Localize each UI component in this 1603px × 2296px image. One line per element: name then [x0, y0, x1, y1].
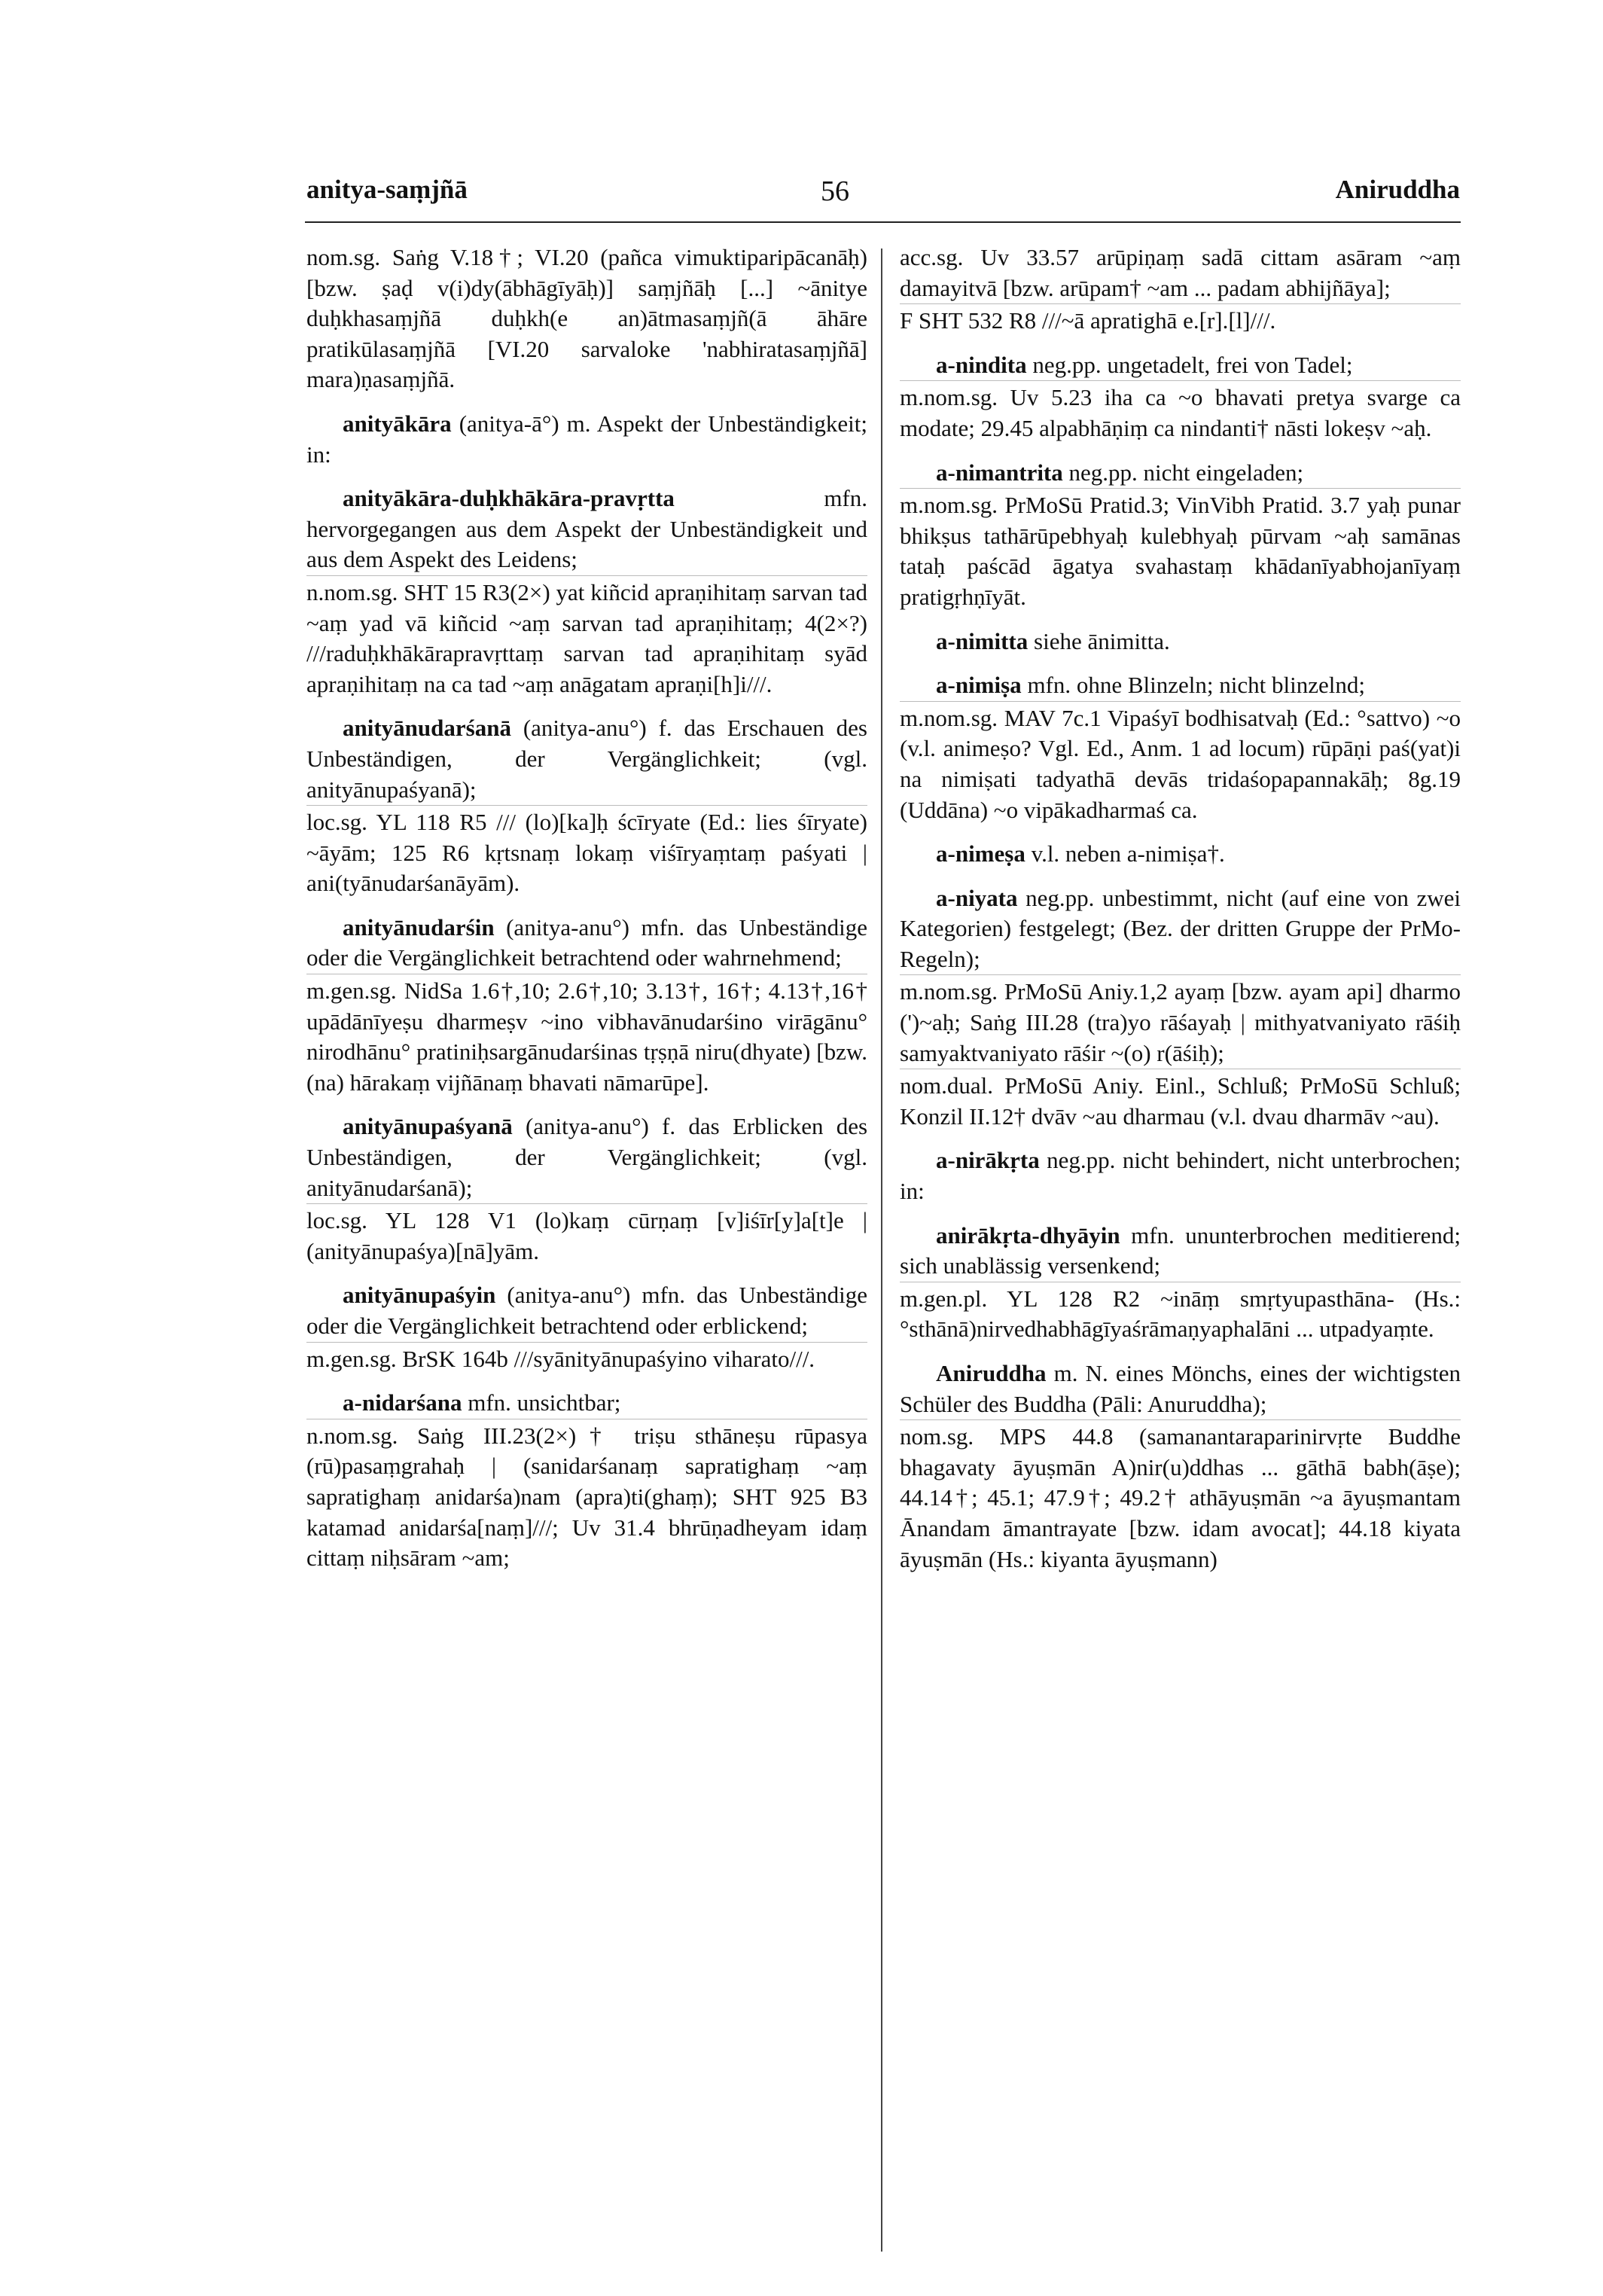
entry-headword: a-nirākṛta [936, 1147, 1040, 1174]
entry-definition [900, 458, 1461, 489]
entry-text: nom.sg. MPS 44.8 (samanantaraparinirvṛte Buddhe bhagavaty āyuṣmān A)nir(u)ddhas ... gāthā babh(āṣe); 44.14†; 45.1; 47.9†; 49.2† athāyuṣmān ~a āyuṣmantam Ānandam āmantrayate [bzw. idam avocat]; 44.18 kiyata āyuṣmān (Hs.: kiyanta āyuṣmann) [900, 1423, 1461, 1572]
entry-definition [900, 1358, 1461, 1419]
entry-headword: anityānupaśyanā [343, 1113, 513, 1140]
entry-headword: anityānudarśanā [343, 715, 511, 742]
left-column [306, 242, 867, 1587]
dictionary-entry [900, 1221, 1461, 1345]
entry-definition [306, 1111, 867, 1203]
entry-text: F SHT 532 R8 ///~ā apratighā e.[r].[l]///. [900, 307, 1276, 334]
entry-headword: anityākāra-duḥkhākāra-pravṛtta [343, 485, 675, 512]
entry-definition [306, 1280, 867, 1341]
dictionary-entry [900, 242, 1461, 337]
entry-headword: a-nimantrita [936, 459, 1063, 486]
entry-definition [306, 483, 867, 575]
entry-headword: a-nimiṣa [936, 672, 1022, 699]
entry-definition [900, 670, 1461, 701]
entry-definition [900, 883, 1461, 975]
entry-definition [900, 1145, 1461, 1206]
entry-text: mfn. unsichtbar; [468, 1389, 621, 1416]
entry-text: neg.pp. ungetadelt, frei von Tadel; [1032, 351, 1353, 378]
entry-text: loc.sg. YL 128 V1 (lo)kaṃ cūrṇaṃ [v]iśīr[y]a[t]e | (anityānupaśya)[nā]yām. [306, 1207, 867, 1264]
entry-citation [900, 974, 1461, 1069]
entry-definition [306, 913, 867, 974]
running-head-left: anitya-saṃjñā [306, 175, 468, 204]
entry-definition [900, 627, 1461, 657]
entry-text: loc.sg. YL 118 R5 /// (lo)[ka]ḥ ścīryate (Ed.: lies śīryate) ~āyām; 125 R6 kṛtsnaṃ lokaṃ viśīryaṃtaṃ paśyati | ani(tyānudarśanāyām). [306, 809, 867, 897]
dictionary-entry [306, 913, 867, 1099]
dictionary-entry [306, 242, 867, 395]
entry-headword: anirākṛta-dhyāyin [936, 1221, 1120, 1249]
entry-citation [306, 974, 867, 1098]
entry-headword: anityānudarśin [343, 913, 495, 941]
entry-definition [306, 242, 867, 395]
entry-text: siehe ānimitta. [1034, 627, 1170, 654]
dictionary-entry [306, 483, 867, 700]
dictionary-entry [900, 670, 1461, 825]
entry-text: m.nom.sg. MAV 7c.1 Vipaśyī bodhisatvaḥ (Ed.: °sattvo) ~o (v.l. animeṣo? Vgl. Ed., Anm. 1 ad locum) rūpāṇi paś(yat)i na nimiṣati tadyathā devās tridaśopapannakāḥ; 8g.19 (Uddāna) ~o vipākadharmaś ca. [900, 704, 1461, 823]
page-number: 56 [821, 175, 849, 207]
dictionary-entry [900, 350, 1461, 444]
entry-definition [306, 713, 867, 805]
dictionary-entry [900, 1145, 1461, 1206]
entry-text: nom.sg. Saṅg V.18†; VI.20 (pañca vimuktiparipācanāḥ) [bzw. ṣaḍ v(i)dy(ābhāgīyāḥ)] saṃjñāḥ [...] ~ānitye duḥkhasaṃjñā duḥkh(e an)ātmasaṃjñ(ā āhāre pratikūlasaṃjñā [VI.20 sarvaloke 'nabhiratasaṃjñā] mara)ṇasaṃjñā. [306, 244, 867, 393]
entry-text: (anitya-anu°) f. das Erblicken des Unbeständigen, der Vergänglichkeit; (vgl. anityānudarśanā); [306, 1113, 868, 1201]
entry-text: m.nom.sg. Uv 5.23 iha ca ~o bhavati pretya svarge ca modate; 29.45 alpabhāṇiṃ ca nindanti† nāsti lokeṣv ~aḥ. [900, 384, 1461, 441]
dictionary-entry [900, 458, 1461, 613]
dictionary-entry [900, 839, 1461, 870]
entry-citation [306, 805, 867, 899]
entry-definition [900, 350, 1461, 381]
dictionary-entry [900, 627, 1461, 657]
entry-definition [900, 242, 1461, 303]
entry-text: m.gen.sg. NidSa 1.6†,10; 2.6†,10; 3.13†, 16†; 4.13†,16† upādānīyeṣu dharmeṣv ~ino vibhavānudarśino virāgānu° nirodhānu° pratiniḥsargānudarśinas tṛṣṇā niru(dhyate) [bzw. (na) hārakaṃ vijñānaṃ bhavati nāmarūpe]. [306, 977, 867, 1096]
dictionary-entry [306, 1111, 867, 1267]
column-divider [881, 249, 882, 2252]
entry-citation [306, 1342, 867, 1375]
entry-headword: anityānupaśyin [343, 1282, 496, 1309]
entry-citation [306, 1419, 867, 1574]
entry-text: n.nom.sg. SHT 15 R3(2×) yat kiñcid apraṇihitaṃ sarvan tad ~aṃ yad vā kiñcid ~aṃ sarvan tad apraṇihitaṃ; 4(2×?) ///raduḥkhākārapravṛttaṃ sarvan tad apraṇihitaṃ syād apraṇihitaṃ na ca tad ~aṃ anāgatam apraṇi[h]i///. [306, 578, 867, 697]
entry-text: neg.pp. nicht eingeladen; [1068, 459, 1304, 486]
entry-citation [900, 488, 1461, 612]
entry-text: m.gen.sg. BrSK 164b ///syānityānupaśyino viharato///. [306, 1345, 815, 1372]
entry-headword: a-niyata [936, 884, 1018, 911]
entry-citation [900, 380, 1461, 444]
entry-definition [900, 839, 1461, 870]
dictionary-entry [306, 713, 867, 899]
entry-text: mfn. ohne Blinzeln; nicht blinzelnd; [1027, 672, 1365, 699]
entry-definition [306, 1388, 867, 1419]
entry-text: (anitya-anu°) f. das Erschauen des Unbeständigen, der Vergänglichkeit; (vgl. anityānupaśyanā); [306, 715, 867, 803]
entry-text: n.nom.sg. Saṅg III.23(2×)† triṣu sthāneṣu rūpasya (rū)pasaṃgrahaḥ | (sanidarśanaṃ sapratighaṃ ~aṃ sapratighaṃ anidarśa)nam (apra)ti(ghaṃ); SHT 925 B3 katamad anidarśa[naṃ]///; Uv 31.4 bhrūṇadheyam idaṃ cittaṃ niḥsāram ~am; [306, 1422, 867, 1572]
entry-citation [900, 1069, 1461, 1132]
entry-headword: a-nindita [936, 351, 1027, 378]
entry-headword: Aniruddha [936, 1360, 1047, 1386]
dictionary-entry [306, 409, 867, 470]
entry-text: m.nom.sg. PrMoSū Pratid.3; VinVibh Pratid. 3.7 yaḥ punar bhikṣus tathārūpebhyaḥ kulebhyaḥ pūrvam ~aḥ samānas tataḥ paścād āgatya svahastaṃ khādanīyabhojanīyaṃ pratigṛhṇīyāt. [900, 492, 1461, 610]
dictionary-entry [306, 1280, 867, 1374]
entry-text: (anitya-anu°) mfn. das Unbeständige oder die Vergänglichkeit betrachtend oder erblickend; [306, 1282, 868, 1339]
entry-citation [900, 1282, 1461, 1345]
running-head-right: Aniruddha [1335, 175, 1460, 204]
entry-headword: a-nidarśana [343, 1389, 462, 1416]
entry-text: (anitya-ā°) m. Aspekt der Unbeständigkeit; in: [306, 410, 867, 468]
entry-headword: a-nimeṣa [936, 840, 1025, 867]
dictionary-entry [306, 1388, 867, 1574]
entry-citation [900, 303, 1461, 337]
entry-text: m. N. eines Mönchs, eines der wichtigsten Schüler des Buddha (Pāli: Anuruddha); [900, 1360, 1461, 1417]
entry-text: neg.pp. unbestimmt, nicht (auf eine von zwei Kategorien) festgelegt; (Bez. der dritten Gruppe der PrMo-Regeln); [900, 884, 1461, 972]
entry-headword: a-nimitta [936, 627, 1029, 654]
entry-definition [900, 1221, 1461, 1282]
entry-text: neg.pp. nicht behindert, nicht unterbrochen; in: [900, 1147, 1461, 1205]
entry-text: m.nom.sg. PrMoSū Aniy.1,2 ayaṃ [bzw. ayam api] dharmo (')~aḥ; Saṅg III.28 (tra)yo rāśayaḥ | mithyatvaniyato rāśiḥ samyaktvaniyato rāśir ~(o) r(āśiḥ); [900, 978, 1461, 1066]
entry-text: (anitya-anu°) mfn. das Unbeständige oder die Vergänglichkeit betrachtend oder wahrnehmend; [306, 913, 868, 971]
entry-headword: anityākāra [343, 410, 452, 437]
entry-text: v.l. neben a-nimiṣa†. [1031, 840, 1225, 867]
entry-citation [900, 701, 1461, 825]
entry-text: mfn. ununterbrochen meditierend; sich unablässig versenkend; [900, 1221, 1461, 1279]
entry-definition [306, 409, 867, 470]
entry-text: nom.dual. PrMoSū Aniy. Einl., Schluß; PrMoSū Schluß; Konzil II.12† dvāv ~au dharmau (v.l. dvau dharmāv ~au). [900, 1072, 1461, 1130]
entry-citation [306, 575, 867, 700]
entry-citation [900, 1419, 1461, 1575]
header-rule [305, 221, 1461, 223]
entry-text: mfn. hervorgegangen aus dem Aspekt der Unbeständigkeit und aus dem Aspekt des Leidens; [306, 485, 867, 573]
dictionary-entry [900, 1358, 1461, 1575]
dictionary-entry [900, 883, 1461, 1133]
entry-citation [306, 1203, 867, 1267]
entry-text: acc.sg. Uv 33.57 arūpiṇaṃ sadā cittam asāram ~aṃ damayitvā [bzw. arūpam† ~am ... padam abhijñāya]; [900, 244, 1461, 301]
right-column [900, 242, 1461, 1588]
entry-text: m.gen.pl. YL 128 R2 ~ināṃ smṛtyupasthāna- (Hs.: °sthānā)nirvedhabhāgīyaśrāmaṇyaphalāni ... utpadyaṃte. [900, 1285, 1461, 1343]
